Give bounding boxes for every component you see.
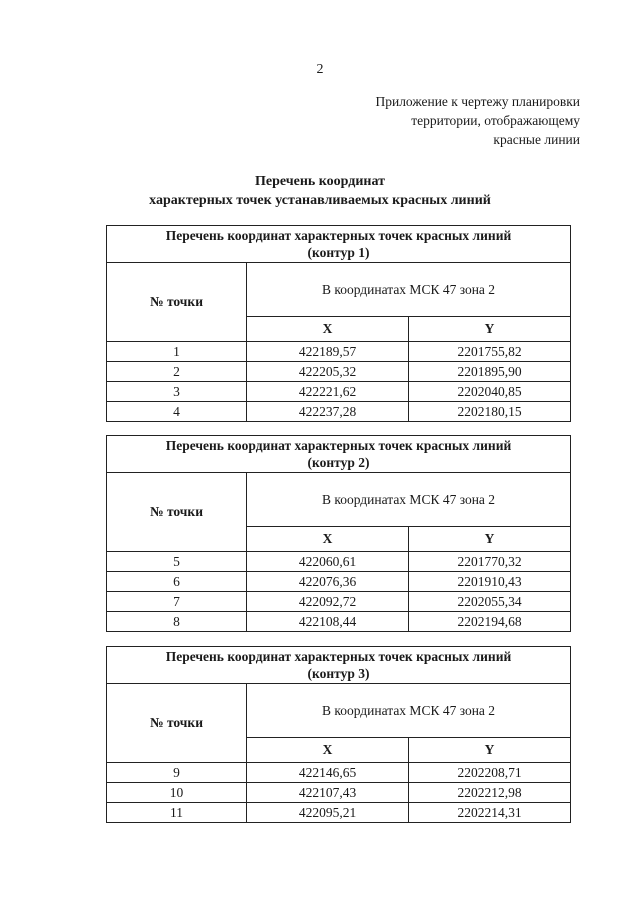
table-row	[107, 783, 571, 803]
coordinates-table-contour-2	[106, 435, 571, 632]
table-title	[107, 647, 571, 684]
point-number: 8	[107, 612, 247, 632]
coordinates-table-contour-3	[106, 646, 571, 823]
table-row	[107, 803, 571, 823]
coordinate-system-header: В координатах МСК 47 зона 2	[247, 263, 571, 317]
y-value: 2202208,71	[409, 763, 571, 783]
y-value: 2202180,15	[409, 402, 571, 422]
x-value: 422237,28	[247, 402, 409, 422]
x-value: 422189,57	[247, 342, 409, 362]
appendix-note	[375, 92, 580, 149]
title-line: характерных точек устанавливаемых красных линий	[149, 193, 491, 208]
x-value: 422107,43	[247, 783, 409, 803]
x-header: X	[247, 738, 409, 763]
y-value: 2201755,82	[409, 342, 571, 362]
point-number-header: № точки	[107, 684, 247, 763]
point-number: 2	[107, 362, 247, 382]
x-value: 422221,62	[247, 382, 409, 402]
y-value: 2202212,98	[409, 783, 571, 803]
table-row	[107, 572, 571, 592]
table-title-contour: (контур 1)	[307, 245, 370, 260]
point-number: 10	[107, 783, 247, 803]
appendix-line: красные линии	[493, 132, 580, 147]
y-value: 2201770,32	[409, 552, 571, 572]
point-number: 6	[107, 572, 247, 592]
point-number: 11	[107, 803, 247, 823]
page-number: 2	[316, 62, 324, 77]
document-title	[0, 172, 640, 210]
table-row	[107, 763, 571, 783]
x-value: 422060,61	[247, 552, 409, 572]
point-number: 4	[107, 402, 247, 422]
table-row	[107, 342, 571, 362]
point-number-header: № точки	[107, 263, 247, 342]
x-value: 422076,36	[247, 572, 409, 592]
y-value: 2202194,68	[409, 612, 571, 632]
table-row	[107, 382, 571, 402]
point-number: 3	[107, 382, 247, 402]
y-value: 2201895,90	[409, 362, 571, 382]
x-value: 422095,21	[247, 803, 409, 823]
x-value: 422108,44	[247, 612, 409, 632]
x-value: 422146,65	[247, 763, 409, 783]
x-value: 422092,72	[247, 592, 409, 612]
title-line: Перечень координат	[254, 174, 386, 189]
x-header: X	[247, 317, 409, 342]
coordinate-system-header: В координатах МСК 47 зона 2	[247, 473, 571, 527]
table-title	[107, 226, 571, 263]
y-value: 2202214,31	[409, 803, 571, 823]
table-title	[107, 436, 571, 473]
point-number: 9	[107, 763, 247, 783]
appendix-line: территории, отображающему	[411, 113, 580, 128]
table-row	[107, 362, 571, 382]
table-row	[107, 552, 571, 572]
appendix-line: Приложение к чертежу планировки	[375, 94, 580, 109]
table-row	[107, 612, 571, 632]
point-number: 7	[107, 592, 247, 612]
point-number: 5	[107, 552, 247, 572]
table-title-line: Перечень координат характерных точек красных линий	[165, 228, 512, 243]
table-title-line: Перечень координат характерных точек красных линий	[165, 438, 512, 453]
table-title-line: Перечень координат характерных точек красных линий	[165, 649, 512, 664]
y-value: 2201910,43	[409, 572, 571, 592]
point-number: 1	[107, 342, 247, 362]
table-row	[107, 592, 571, 612]
table-title-contour: (контур 3)	[307, 666, 370, 681]
coordinate-system-header: В координатах МСК 47 зона 2	[247, 684, 571, 738]
point-number-header: № точки	[107, 473, 247, 552]
coordinates-table-contour-1	[106, 225, 571, 422]
y-value: 2202055,34	[409, 592, 571, 612]
y-header: Y	[409, 317, 571, 342]
y-value: 2202040,85	[409, 382, 571, 402]
y-header: Y	[409, 738, 571, 763]
table-row	[107, 402, 571, 422]
y-header: Y	[409, 527, 571, 552]
x-header: X	[247, 527, 409, 552]
table-title-contour: (контур 2)	[307, 455, 370, 470]
x-value: 422205,32	[247, 362, 409, 382]
